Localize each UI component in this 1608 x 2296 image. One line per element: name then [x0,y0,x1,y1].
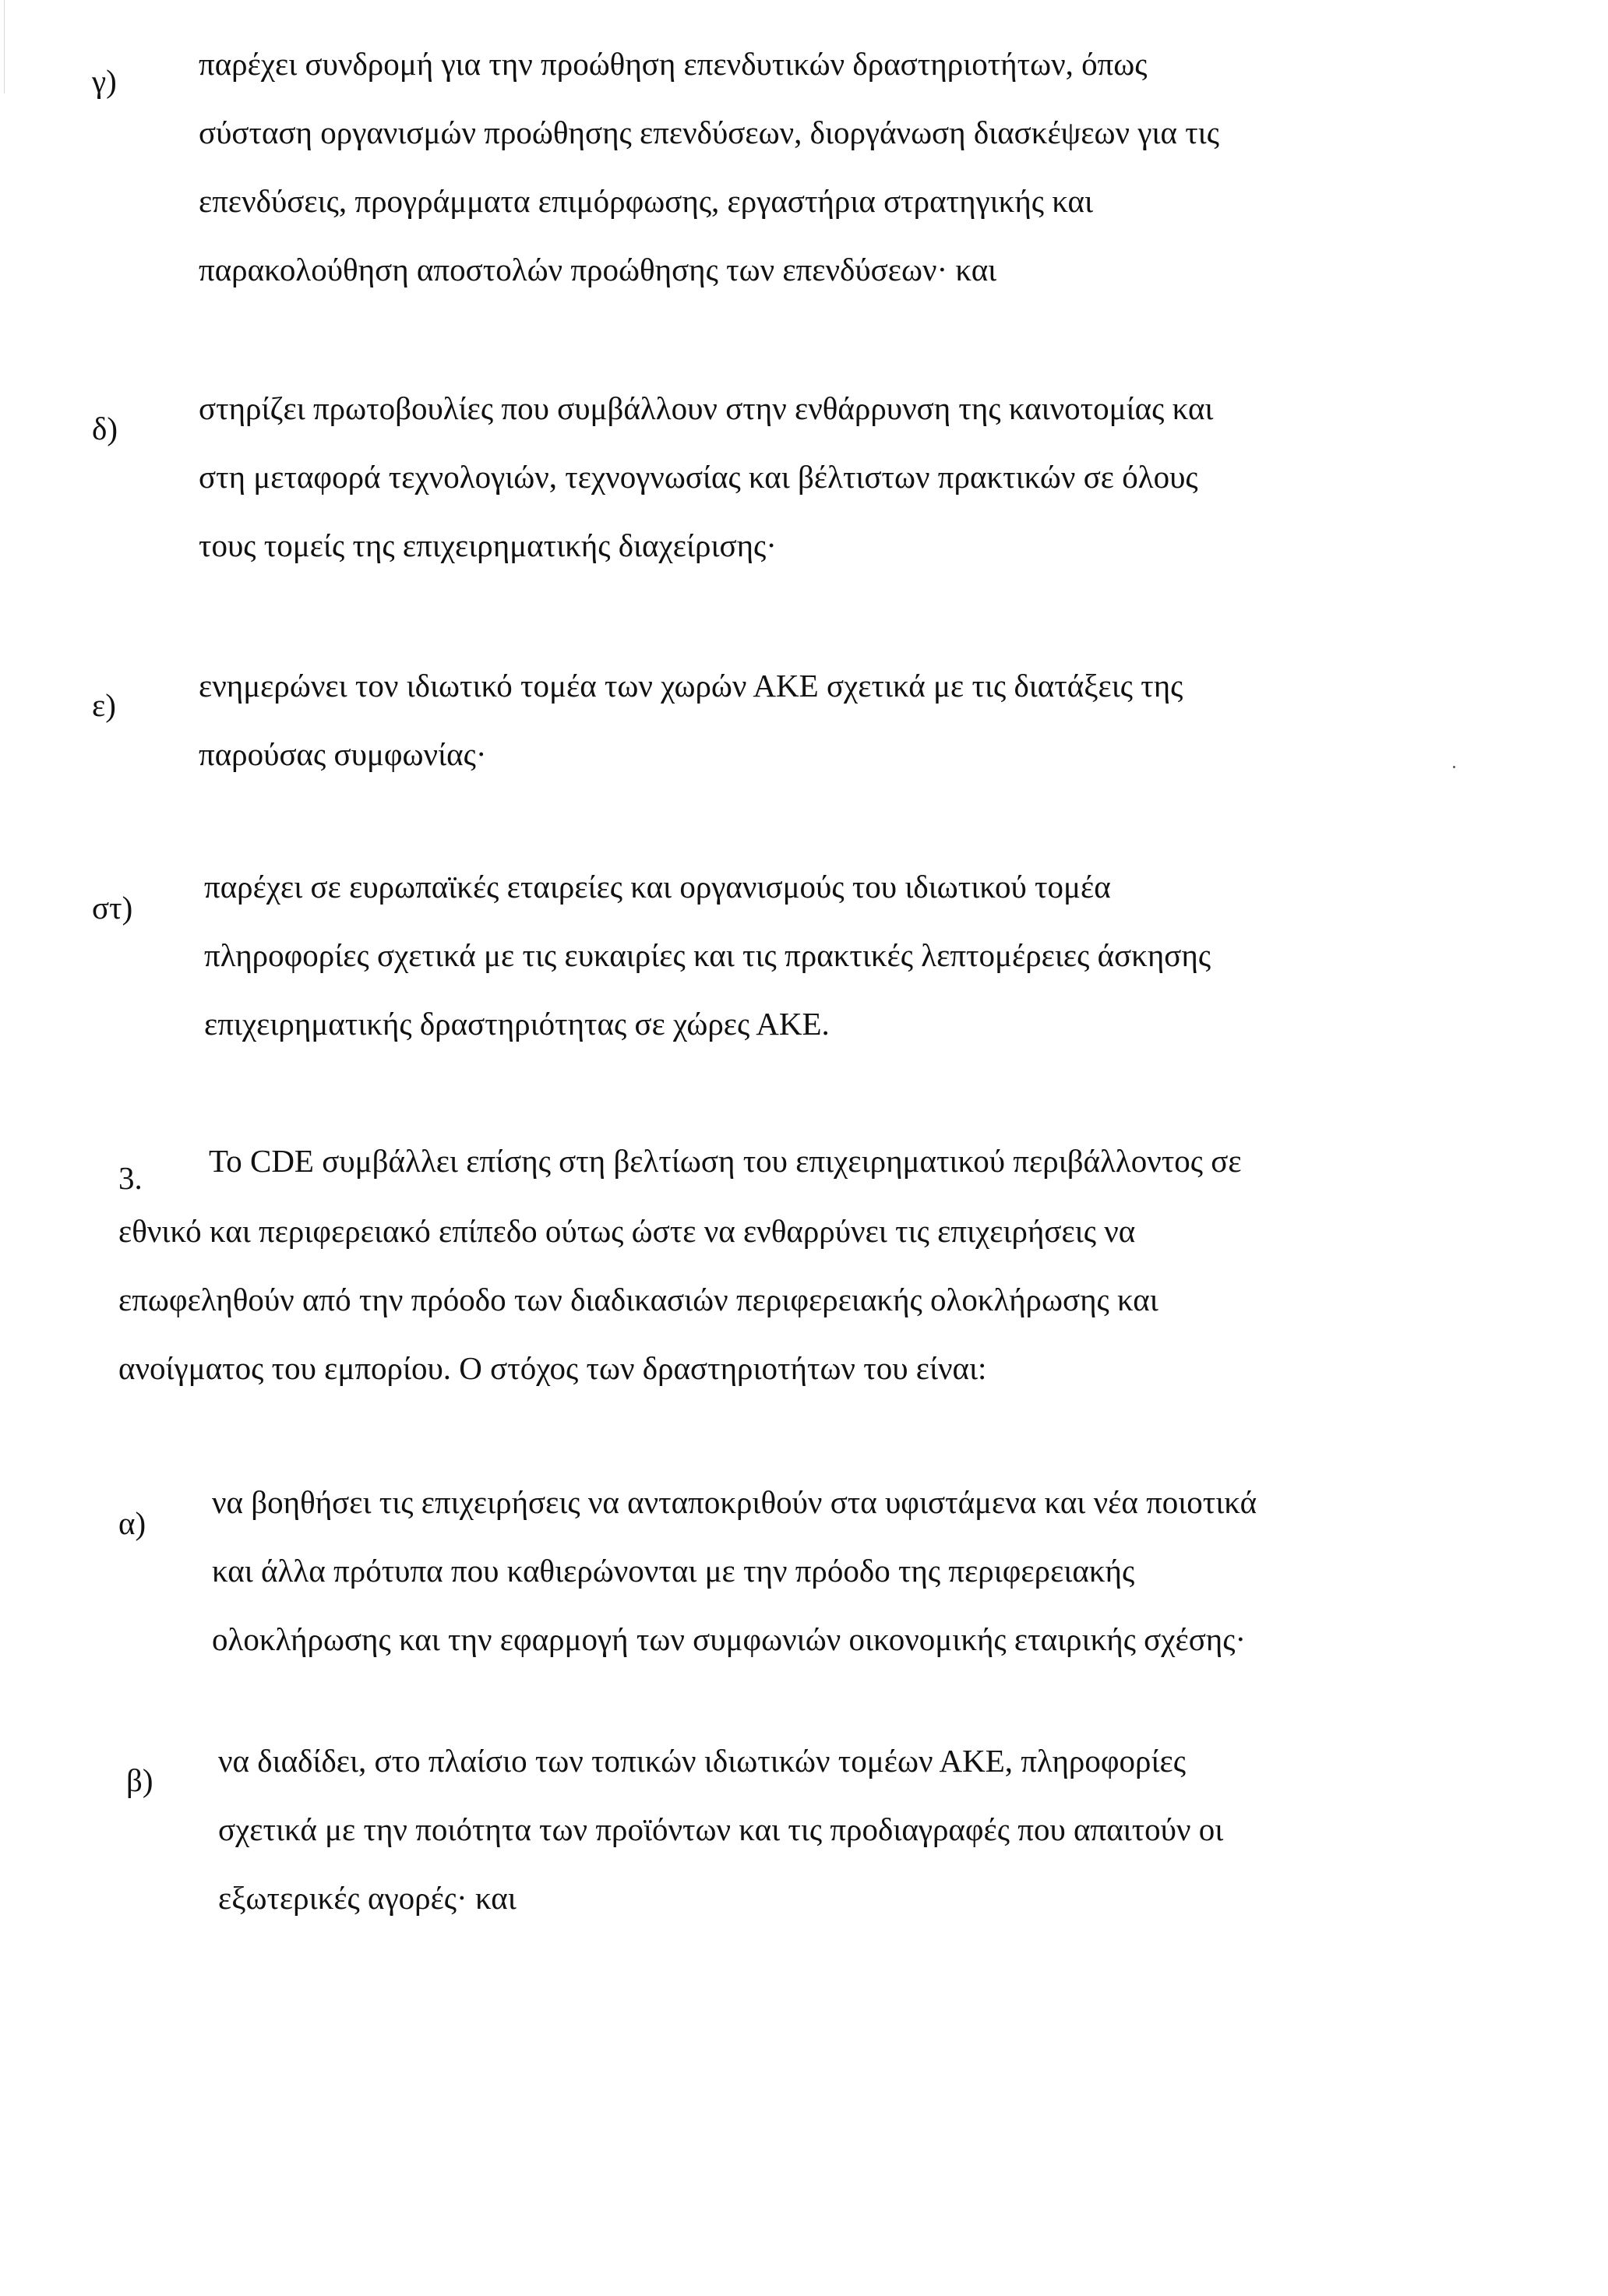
item-alpha-line-3: ολοκλήρωσης και την εφαρμογή των συμφωνιών οικονομικής εταιρικής σχέσης· [212,1621,1247,1657]
item-alpha-line-2: και άλλα πρότυπα που καθιερώνονται με την πρόοδο της περιφερειακής [212,1553,1135,1589]
scan-speck [1453,766,1455,768]
scan-edge-line [4,0,5,93]
item-gamma-line-3: επενδύσεις, προγράμματα επιμόρφωσης, εργαστήρια στρατηγικής και [199,183,1094,219]
item-label-gamma: γ) [92,63,117,99]
item-label-epsilon: ε) [92,687,116,723]
item-beta-line-1: να διαδίδει, στο πλαίσιο των τοπικών ιδιωτικών τομέων ΑΚΕ, πληροφορίες [218,1743,1186,1779]
paragraph-number: 3. [118,1160,143,1196]
item-stigma-line-2: πληροφορίες σχετικά με τις ευκαιρίες και τις πρακτικές λεπτομέρειες άσκησης [204,937,1211,973]
item-delta-line-2: στη μεταφορά τεχνολογιών, τεχνογνωσίας και βέλτιστων πρακτικών σε όλους [199,459,1198,495]
item-stigma-line-1: παρέχει σε ευρωπαϊκές εταιρείες και οργανισμούς του ιδιωτικού τομέα [204,869,1111,905]
paragraph-3-line-2: εθνικό και περιφερειακό επίπεδο ούτως ώστε να ενθαρρύνει τις επιχειρήσεις να [118,1213,1136,1249]
item-delta-line-3: τους τομείς της επιχειρηματικής διαχείρισης· [199,527,777,563]
item-beta-line-3: εξωτερικές αγορές· και [218,1880,517,1916]
item-alpha-line-1: να βοηθήσει τις επιχειρήσεις να ανταποκριθούν στα υφιστάμενα και νέα ποιοτικά [212,1484,1257,1520]
item-label-beta: β) [126,1762,153,1798]
item-delta-line-1: στηρίζει πρωτοβουλίες που συμβάλλουν στην ενθάρρυνση της καινοτομίας και [199,390,1214,426]
item-gamma-line-2: σύσταση οργανισμών προώθησης επενδύσεων, διοργάνωση διασκέψεων για τις [199,115,1219,150]
item-stigma-line-3: επιχειρηματικής δραστηριότητας σε χώρες ΑΚΕ. [204,1006,830,1042]
item-label-stigma: στ) [92,890,133,926]
item-beta-line-2: σχετικά με την ποιότητα των προϊόντων και τις προδιαγραφές που απαιτούν οι [218,1811,1224,1847]
item-epsilon-line-2: παρούσας συμφωνίας· [199,736,487,772]
item-epsilon-line-1: ενημερώνει τον ιδιωτικό τομέα των χωρών ΑΚΕ σχετικά με τις διατάξεις της [199,668,1183,704]
paragraph-3-line-3: επωφεληθούν από την πρόοδο των διαδικασιών περιφερειακής ολοκλήρωσης και [118,1282,1158,1317]
item-label-alpha: α) [118,1505,146,1541]
item-gamma-line-4: παρακολούθηση αποστολών προώθησης των επενδύσεων· και [199,252,997,287]
paragraph-3-line-4: ανοίγματος του εμπορίου. Ο στόχος των δραστηριοτήτων του είναι: [118,1350,987,1386]
item-label-delta: δ) [92,411,118,446]
item-gamma-line-1: παρέχει συνδρομή για την προώθηση επενδυτικών δραστηριοτήτων, όπως [199,46,1148,82]
paragraph-3-line-1: Το CDE συμβάλλει επίσης στη βελτίωση του επιχειρηματικού περιβάλλοντος σε [209,1143,1242,1179]
